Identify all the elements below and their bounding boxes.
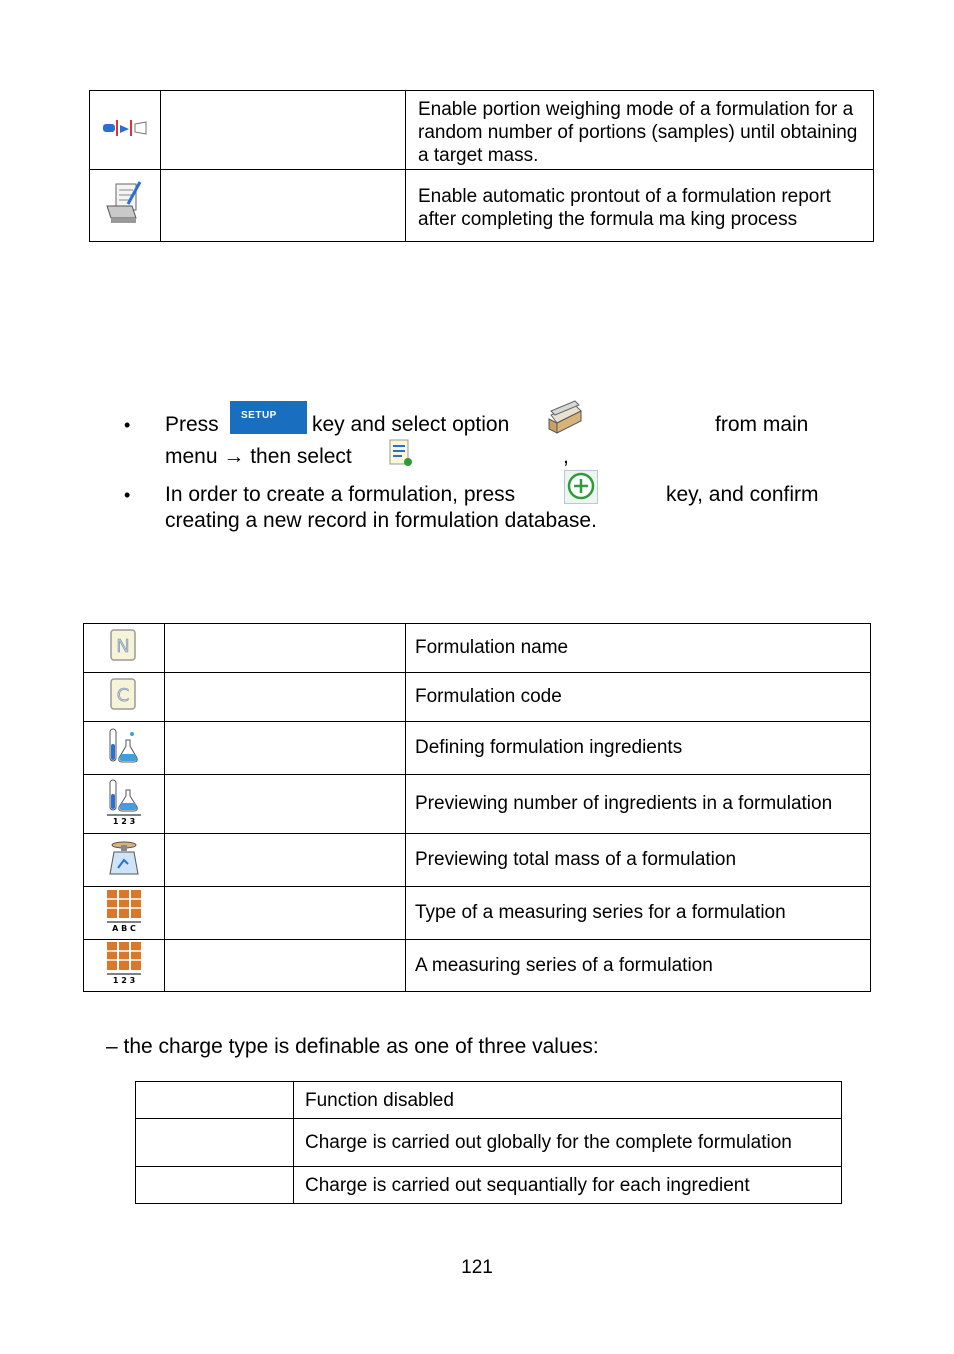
icon-letter-c: C (116, 684, 130, 706)
parameter-name-cell (165, 940, 406, 992)
bullet: • (124, 485, 131, 505)
charge-description: Charge is carried out sequantially for each ingredient (294, 1167, 842, 1204)
instruction-confirm: key, and confirm (666, 483, 819, 506)
ingredients-flask-icon (104, 726, 144, 771)
option-name-cell (161, 91, 406, 170)
table-row (136, 1119, 842, 1167)
table-row (84, 624, 871, 673)
table-row (136, 1167, 842, 1204)
parameter-name-cell (165, 775, 406, 834)
icon-caption-num: 1 2 3 (112, 976, 136, 985)
table-row (84, 722, 871, 775)
parameter-description: Previewing number of ingredients in a formulation (406, 775, 871, 834)
icon-letter-n: N (116, 635, 130, 657)
charge-type-intro: – the charge type is definable as one of three values: (106, 1035, 599, 1058)
icon-cell (90, 170, 161, 242)
formulation-parameters-table (83, 623, 871, 992)
icon-cell (84, 624, 165, 673)
charge-value-cell (136, 1119, 294, 1167)
code-c-icon (108, 677, 140, 718)
options-table (89, 90, 874, 242)
instruction-menu-then: menu → then select (165, 445, 352, 468)
icon-caption-abc: A B C (112, 923, 136, 933)
charge-value-cell (136, 1082, 294, 1119)
instruction-comma: , (563, 445, 569, 468)
table-row (90, 91, 874, 170)
printout-report-icon (102, 178, 148, 233)
instruction-press: Press (165, 413, 219, 436)
option-name-cell (161, 170, 406, 242)
page-number: 121 (461, 1257, 493, 1278)
parameter-description: A measuring series of a formulation (406, 940, 871, 992)
parameter-name-cell (165, 624, 406, 673)
option-description: Enable portion weighing mode of a formulation for a random number of portions (samples) until obtaining a target mass. (406, 91, 874, 170)
bullet: • (124, 415, 131, 435)
charge-value-cell (136, 1167, 294, 1204)
instruction-new-record: creating a new record in formulation database. (165, 509, 597, 532)
table-row (84, 775, 871, 834)
icon-cell (90, 91, 161, 170)
parameter-description: Type of a measuring series for a formulation (406, 887, 871, 940)
setup-key-button[interactable]: SETUP (230, 401, 307, 434)
icon-cell (84, 775, 165, 834)
table-row (136, 1082, 842, 1119)
icon-cell (84, 722, 165, 775)
instruction-create: In order to create a formulation, press (165, 483, 516, 506)
instruction-key-select: key and select option (312, 413, 510, 436)
parameter-name-cell (165, 834, 406, 887)
table-row (84, 673, 871, 722)
table-row (84, 940, 871, 992)
instruction-from-main: from main (715, 413, 809, 436)
database-drawer-icon (545, 395, 585, 440)
icon-cell (84, 834, 165, 887)
parameter-name-cell (165, 887, 406, 940)
parameter-description: Defining formulation ingredients (406, 722, 871, 775)
parameter-description: Previewing total mass of a formulation (406, 834, 871, 887)
name-n-icon (108, 628, 140, 669)
parameter-description: Formulation code (406, 673, 871, 722)
parameter-name-cell (165, 673, 406, 722)
table-row (84, 887, 871, 940)
charge-description: Charge is carried out globally for the complete formulation (294, 1119, 842, 1167)
icon-caption-count: 1 2 3 (112, 816, 136, 826)
charge-type-table (135, 1081, 842, 1204)
total-mass-icon (106, 838, 142, 883)
parameter-description: Formulation name (406, 624, 871, 673)
icon-cell (84, 887, 165, 940)
parameter-name-cell (165, 722, 406, 775)
series-123-icon (104, 940, 144, 991)
formulations-icon (386, 438, 416, 473)
option-description: Enable automatic prontout of a formulation report after completing the formula ma king process (406, 170, 874, 242)
charge-description: Function disabled (294, 1082, 842, 1119)
series-type-abc-icon (104, 888, 144, 939)
table-row (84, 834, 871, 887)
portion-weighing-icon (102, 120, 148, 141)
icon-cell (84, 940, 165, 992)
icon-cell (84, 673, 165, 722)
add-record-icon[interactable] (564, 470, 598, 509)
table-row (90, 170, 874, 242)
ingredients-count-icon (104, 778, 144, 831)
